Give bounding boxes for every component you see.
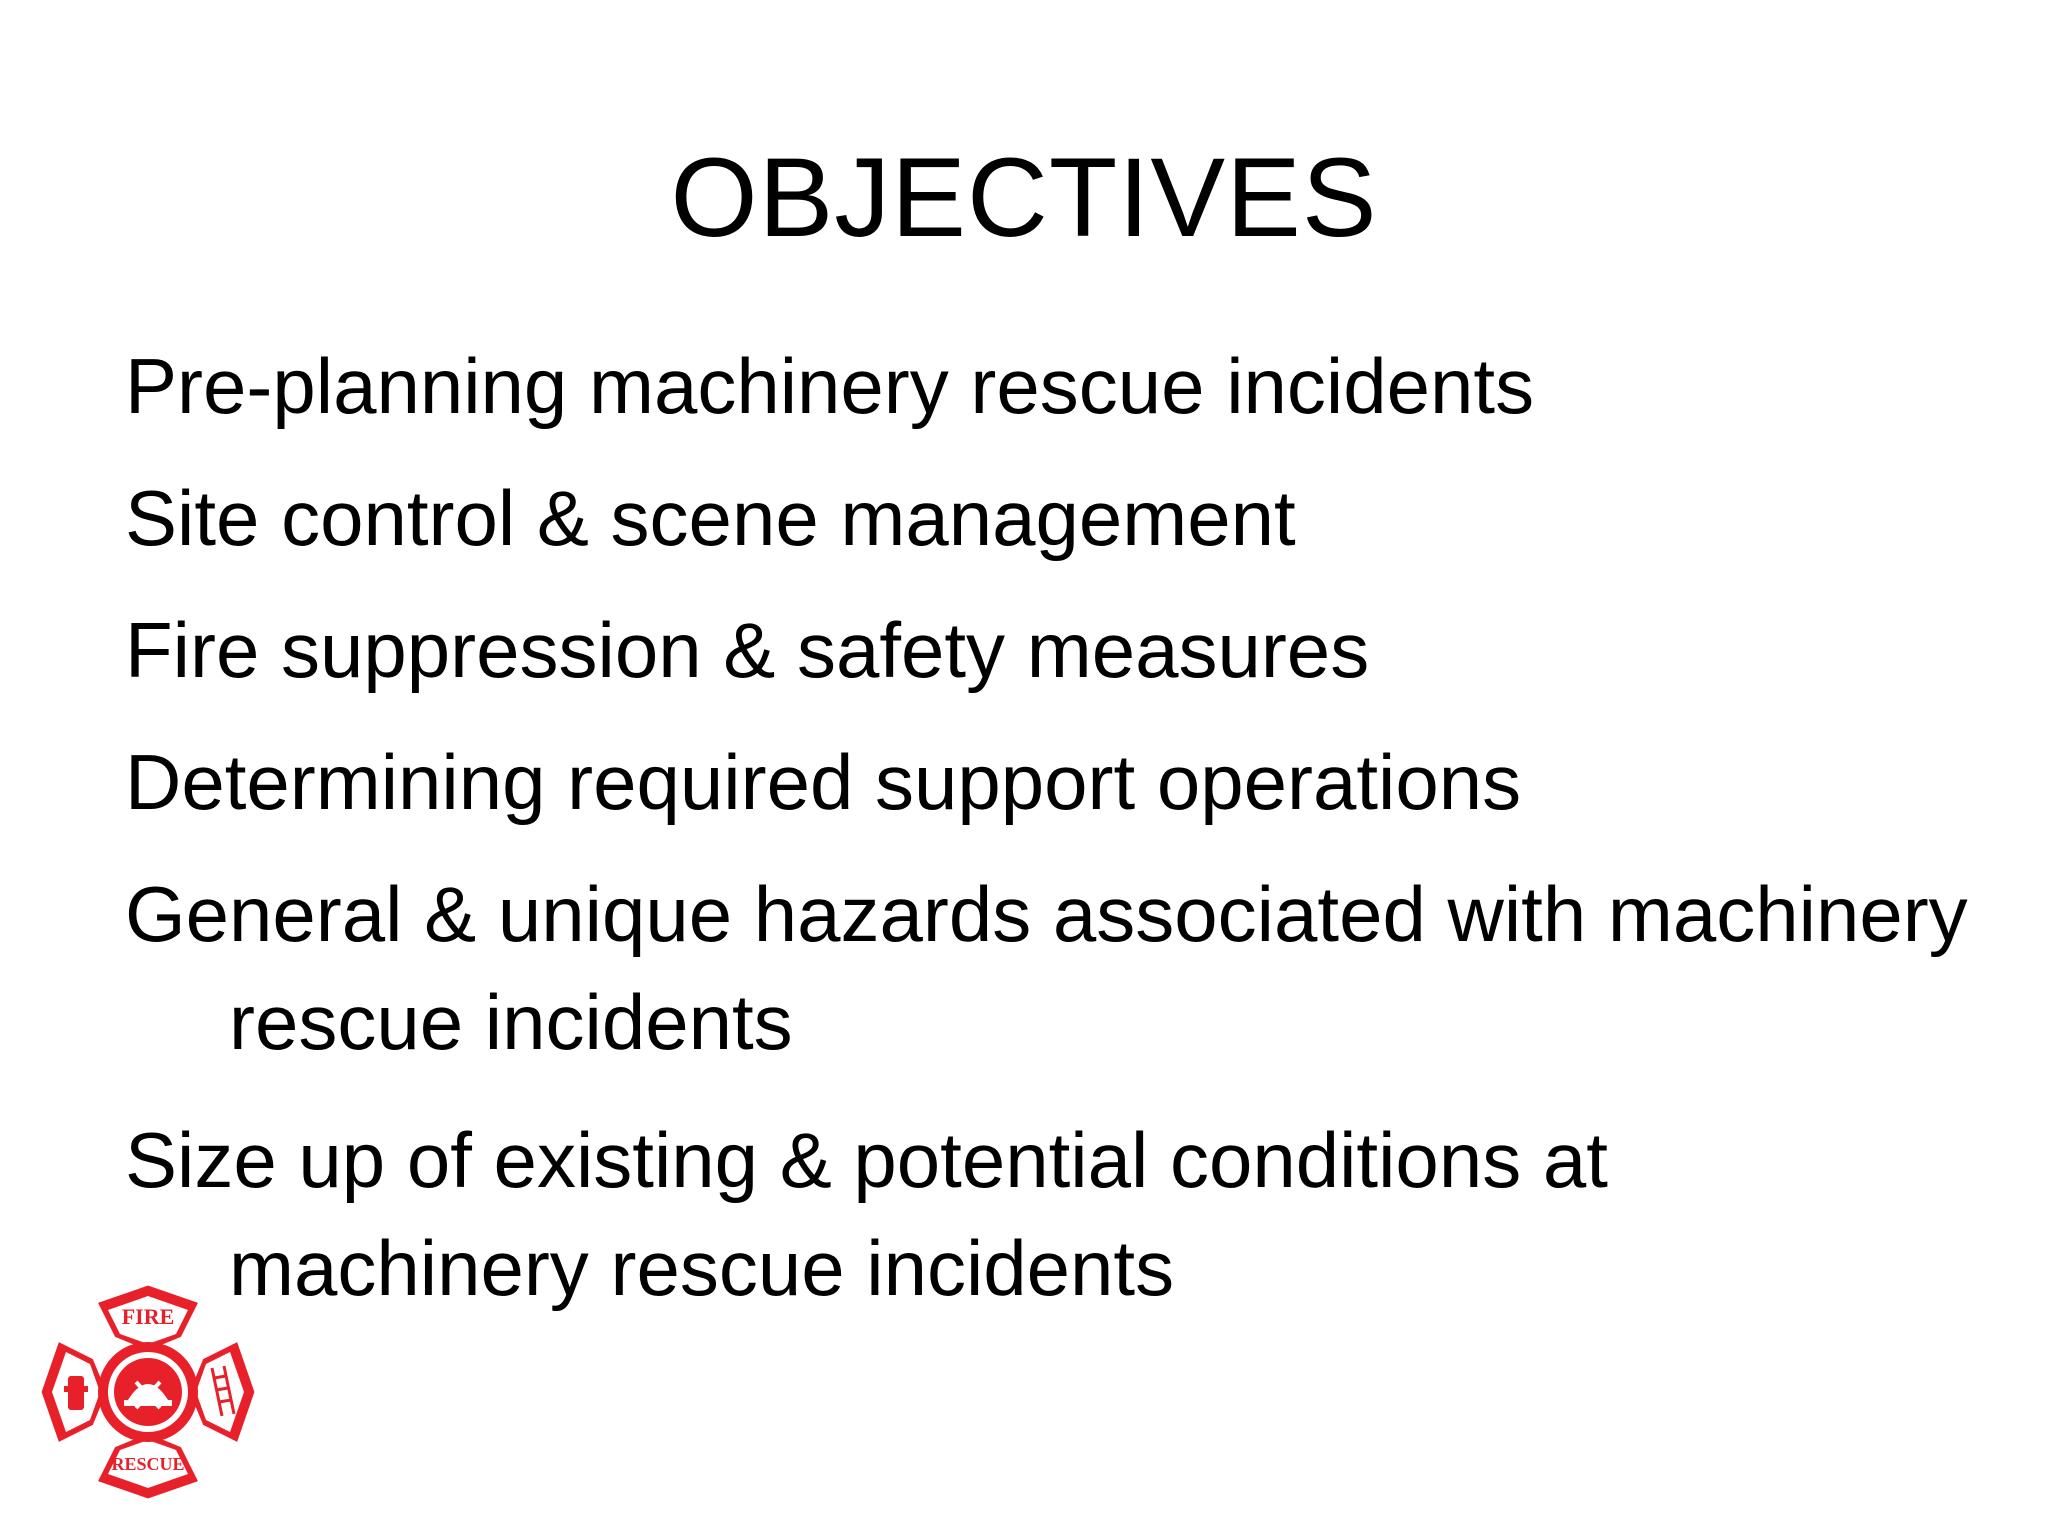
objectives-list: [125, 332, 1985, 1346]
objective-item: Pre-planning machinery rescue incidents: [125, 342, 1535, 430]
slide-title: OBJECTIVES: [670, 135, 1378, 260]
objective-item: Size up of existing & potential conditions at machinery rescue incidents: [125, 1116, 1608, 1312]
logo-top-text: FIRE: [121, 1304, 175, 1329]
fire-rescue-maltese-cross-icon: [32, 1276, 264, 1508]
objective-item: Fire suppression & safety measures: [125, 606, 1370, 694]
objective-item: Site control & scene management: [125, 474, 1296, 562]
objective-item: Determining required support operations: [125, 738, 1522, 826]
objective-item: General & unique hazards associated with machinery rescue incidents: [125, 870, 1968, 1066]
logo-bottom-text: RESCUE: [111, 1454, 185, 1474]
fire-rescue-logo: [32, 1276, 264, 1508]
